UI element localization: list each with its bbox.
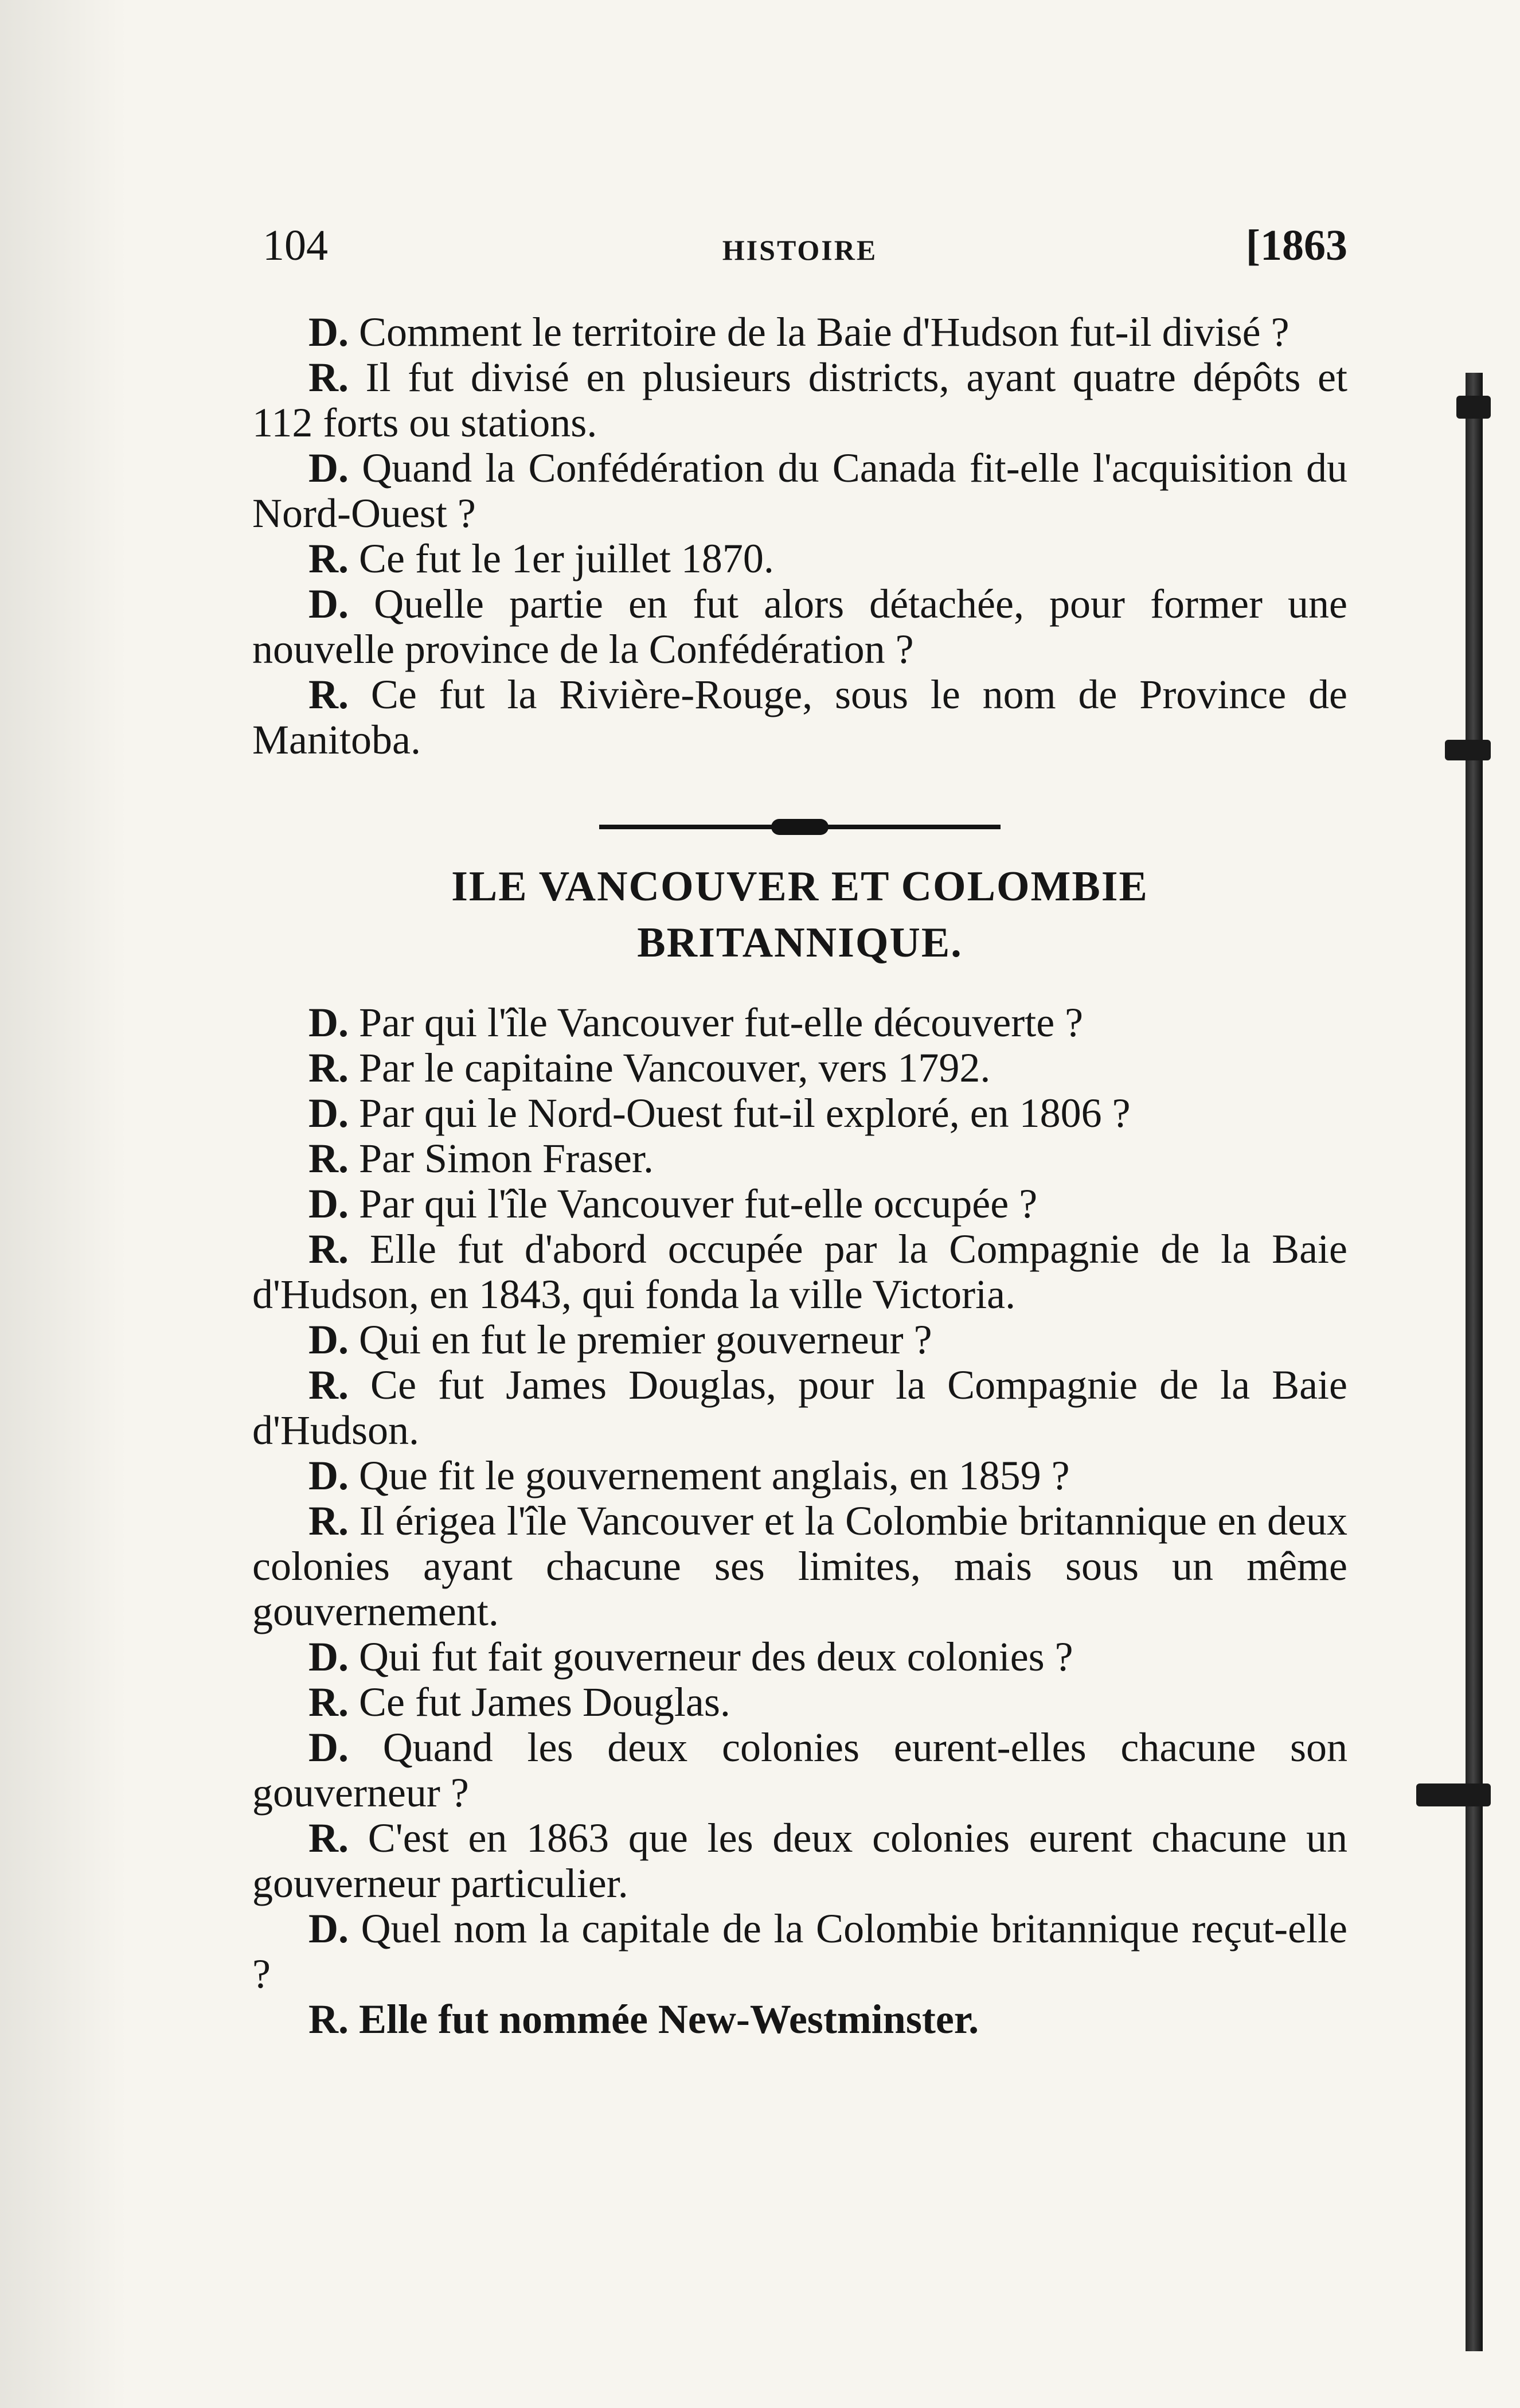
- section-gap: [252, 970, 1347, 1000]
- question-paragraph: [252, 1634, 1347, 1680]
- answer-marker: R.: [308, 1135, 349, 1181]
- question-text: Qui en fut le premier gouverneur ?: [359, 1317, 932, 1363]
- running-year: [1863: [1245, 221, 1347, 270]
- answer-text: Elle fut d'abord occupée par la Compagnie de la Baie d'Hudson, en 1843, qui fonda la ville Victoria.: [252, 1226, 1348, 1317]
- question-text: Qui fut fait gouverneur des deux colonies ?: [359, 1634, 1073, 1680]
- question-paragraph: [252, 1725, 1347, 1816]
- answer-text: Il fut divisé en plusieurs districts, ayant quatre dépôts et 112 forts ou stations.: [252, 354, 1348, 446]
- section-heading-line2: BRITANNIQUE.: [637, 919, 963, 966]
- answer-marker: R.: [308, 1815, 349, 1861]
- question-text: Quelle partie en fut alors détachée, pour former une nouvelle province de la Confédération ?: [252, 581, 1347, 672]
- binding-string: [1466, 373, 1483, 2351]
- answer-marker: R.: [308, 1679, 349, 1725]
- running-title: HISTOIRE: [722, 234, 878, 266]
- answer-paragraph: [252, 1680, 1347, 1725]
- answer-text: Il érigea l'île Vancouver et la Colombie britannique en deux colonies ayant chacune ses limites, mais sous un même gouvernement.: [252, 1498, 1347, 1634]
- question-marker: D.: [308, 1181, 349, 1227]
- answer-paragraph: [252, 1227, 1347, 1317]
- answer-marker: R.: [308, 1226, 349, 1272]
- answer-text: Par le capitaine Vancouver, vers 1792.: [359, 1045, 991, 1091]
- answer-marker: R.: [308, 672, 349, 717]
- answer-text: C'est en 1863 que les deux colonies eurent chacune un gouverneur particulier.: [252, 1815, 1347, 1906]
- question-paragraph: [252, 1317, 1347, 1363]
- question-text: Quel nom la capitale de la Colombie britannique reçut-elle ?: [252, 1906, 1347, 1997]
- question-paragraph: [252, 1906, 1347, 1997]
- answer-paragraph: [252, 1045, 1347, 1091]
- answer-marker: R.: [308, 536, 349, 581]
- answer-paragraph: [252, 536, 1347, 581]
- body-text: [252, 310, 1347, 2042]
- section-heading-line1: ILE VANCOUVER ET COLOMBIE: [451, 863, 1148, 910]
- question-paragraph: [252, 1181, 1347, 1227]
- question-text: Par qui l'île Vancouver fut-elle découverte ?: [359, 1000, 1084, 1045]
- question-marker: D.: [308, 1906, 349, 1952]
- binding-knot-top: [1456, 396, 1491, 419]
- answer-paragraph: [252, 672, 1347, 763]
- answer-marker: R.: [308, 1362, 349, 1408]
- divider-ornament: [771, 819, 829, 835]
- question-paragraph: [252, 446, 1347, 536]
- question-marker: D.: [308, 1317, 349, 1363]
- answer-marker: R.: [308, 354, 349, 400]
- answer-paragraph: [252, 355, 1347, 446]
- question-marker: D.: [308, 309, 349, 355]
- answer-text: Ce fut la Rivière-Rouge, sous le nom de Province de Manitoba.: [252, 672, 1348, 763]
- question-paragraph: [252, 581, 1347, 672]
- section-heading: [252, 859, 1347, 970]
- question-marker: D.: [308, 1000, 349, 1045]
- answer-paragraph: [252, 1136, 1347, 1181]
- answer-paragraph-final: [252, 1997, 1347, 2042]
- question-paragraph: [252, 310, 1347, 355]
- question-marker: D.: [308, 445, 349, 491]
- binding-knot-lower: [1416, 1783, 1491, 1806]
- answer-paragraph: [252, 1498, 1347, 1634]
- answer-marker: R.: [308, 1996, 349, 2042]
- question-paragraph: [252, 1091, 1347, 1136]
- first-section: [252, 310, 1347, 763]
- binding-knot-middle: [1445, 740, 1491, 760]
- question-marker: D.: [308, 1090, 349, 1136]
- answer-text: Ce fut le 1er juillet 1870.: [359, 536, 774, 581]
- page-edge-shadow: [0, 0, 126, 2408]
- question-paragraph: [252, 1000, 1347, 1045]
- running-head: [252, 221, 1347, 284]
- question-text: Comment le territoire de la Baie d'Hudson fut-il divisé ?: [359, 309, 1290, 355]
- question-marker: D.: [308, 1634, 349, 1680]
- question-text: Par qui le Nord-Ouest fut-il exploré, en 1806 ?: [359, 1090, 1131, 1136]
- answer-text: Par Simon Fraser.: [359, 1135, 654, 1181]
- answer-marker: R.: [308, 1045, 349, 1091]
- answer-text: Ce fut James Douglas, pour la Compagnie de la Baie d'Hudson.: [252, 1362, 1348, 1453]
- section-divider: [599, 810, 1001, 844]
- question-text: Par qui l'île Vancouver fut-elle occupée ?: [359, 1181, 1038, 1227]
- question-marker: D.: [308, 1453, 349, 1498]
- answer-text: Elle fut nommée New-Westminster.: [359, 1996, 979, 2042]
- second-section: [252, 1000, 1347, 2042]
- answer-paragraph: [252, 1816, 1347, 1906]
- question-text: Quand les deux colonies eurent-elles chacune son gouverneur ?: [252, 1724, 1348, 1816]
- answer-paragraph: [252, 1363, 1347, 1453]
- question-text: Que fit le gouvernement anglais, en 1859 ?: [359, 1453, 1070, 1498]
- answer-marker: R.: [308, 1498, 349, 1544]
- page-number: 104: [263, 221, 328, 270]
- answer-text: Ce fut James Douglas.: [359, 1679, 730, 1725]
- question-marker: D.: [308, 581, 349, 627]
- question-text: Quand la Confédération du Canada fit-elle l'acquisition du Nord-Ouest ?: [252, 445, 1348, 536]
- question-paragraph: [252, 1453, 1347, 1498]
- question-marker: D.: [308, 1724, 349, 1770]
